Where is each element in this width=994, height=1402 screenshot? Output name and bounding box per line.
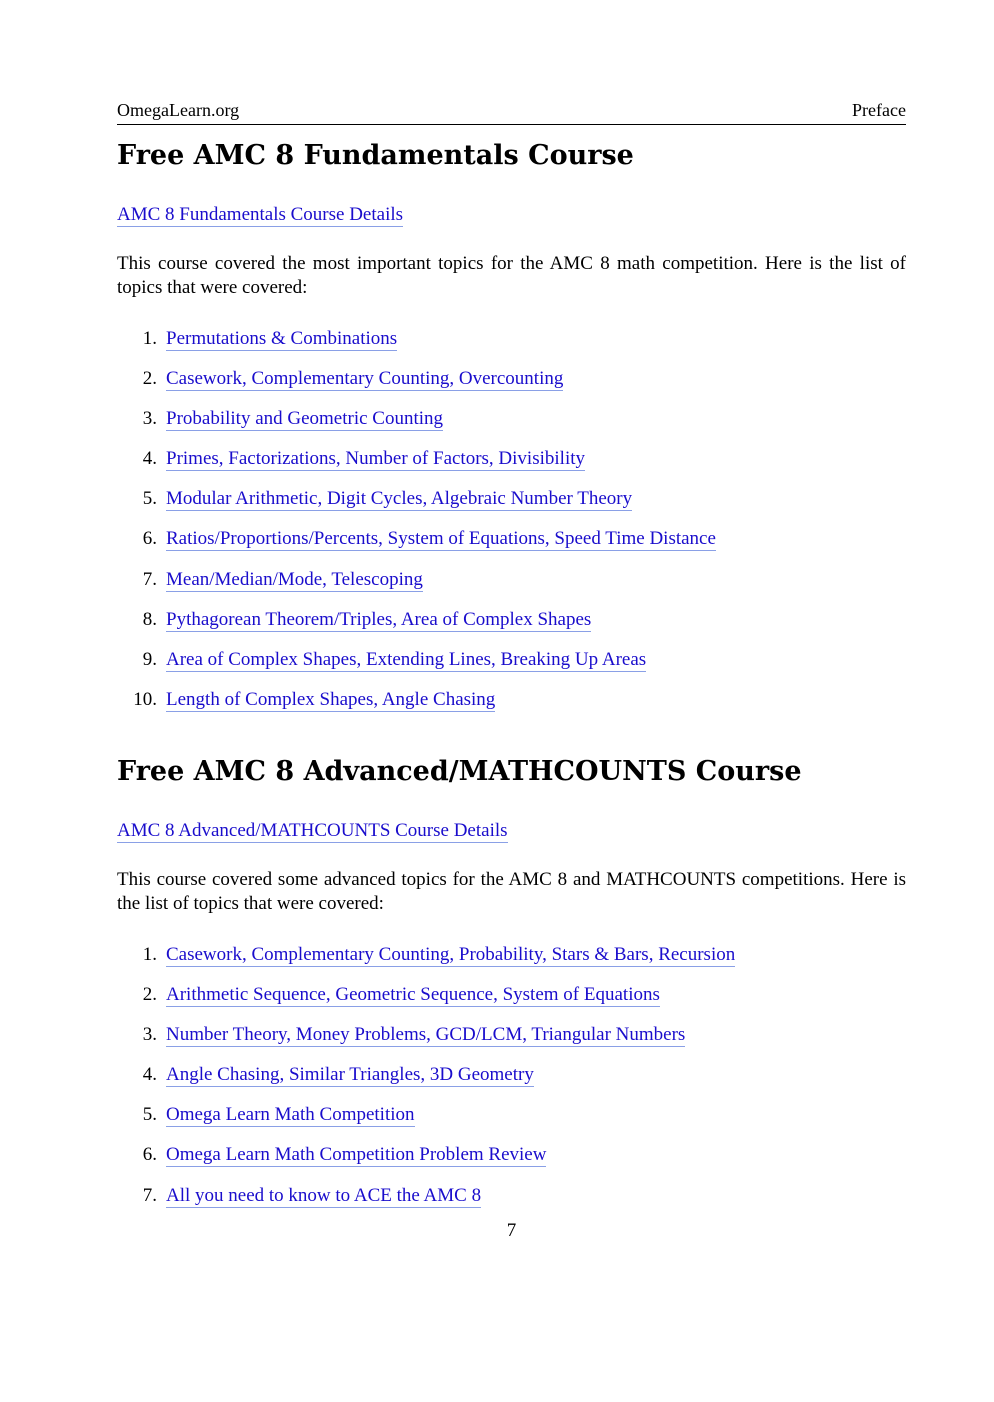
fundamentals-details-link-wrap xyxy=(117,203,403,227)
list-item-number: 6. xyxy=(142,528,157,550)
advanced-intro-paragraph: This course covered some advanced topics for the AMC 8 and MATHCOUNTS competitions. Here is the list of topics that were covered: xyxy=(117,869,906,914)
topic-link[interactable]: Number Theory, Money Problems, GCD/LCM, Triangular Numbers xyxy=(166,1024,686,1046)
list-item xyxy=(117,1184,906,1224)
topic-link[interactable]: Casework, Complementary Counting, Probability, Stars & Bars, Recursion xyxy=(166,944,736,965)
page-number: 7 xyxy=(506,1220,517,1241)
list-item-number: 3. xyxy=(142,408,157,430)
list-item-number: 10. xyxy=(133,688,157,710)
list-item-number: 7. xyxy=(142,1184,157,1206)
list-item xyxy=(117,327,906,367)
list-item-number: 4. xyxy=(142,1064,157,1086)
list-item-number: 5. xyxy=(142,488,157,510)
topic-link[interactable]: Omega Learn Math Competition xyxy=(166,1104,415,1126)
list-item xyxy=(117,447,906,487)
list-item xyxy=(117,487,906,527)
topic-link[interactable]: Permutations & Combinations xyxy=(166,328,398,349)
document-page xyxy=(117,0,906,1402)
list-item xyxy=(117,688,906,728)
topic-link[interactable]: Arithmetic Sequence, Geometric Sequence, System of Equations xyxy=(166,984,660,1006)
topic-link[interactable]: Modular Arithmetic, Digit Cycles, Algebraic Number Theory xyxy=(166,488,633,510)
fundamentals-course-details-link[interactable]: AMC 8 Fundamentals Course Details xyxy=(117,204,404,225)
advanced-topic-list xyxy=(117,943,906,1224)
topic-link[interactable]: Omega Learn Math Competition Problem Review xyxy=(166,1144,547,1166)
list-item xyxy=(117,407,906,447)
topic-link[interactable]: Probability and Geometric Counting xyxy=(166,408,444,430)
list-item xyxy=(117,1023,906,1063)
advanced-course-details-link[interactable]: AMC 8 Advanced/MATHCOUNTS Course Details xyxy=(117,820,508,841)
topic-link[interactable]: Pythagorean Theorem/Triples, Area of Complex Shapes xyxy=(166,608,592,630)
header-chapter-name: Preface xyxy=(852,100,906,120)
topic-link[interactable]: Primes, Factorizations, Number of Factors, Divisibility xyxy=(166,448,586,470)
list-item xyxy=(117,367,906,407)
list-item-number: 7. xyxy=(142,568,157,590)
list-item-number: 3. xyxy=(142,1024,157,1046)
list-item-number: 6. xyxy=(142,1144,157,1166)
list-item xyxy=(117,608,906,648)
topic-link[interactable]: Ratios/Proportions/Percents, System of Equations, Speed Time Distance xyxy=(166,528,716,550)
list-item xyxy=(117,983,906,1023)
list-item xyxy=(117,1063,906,1103)
topic-link[interactable]: Angle Chasing, Similar Triangles, 3D Geometry xyxy=(166,1064,534,1086)
section-title-advanced: Free AMC 8 Advanced/MATHCOUNTS Course xyxy=(117,756,802,787)
list-item xyxy=(117,1143,906,1183)
list-item xyxy=(117,568,906,608)
topic-link[interactable]: Mean/Median/Mode, Telescoping xyxy=(166,568,423,590)
list-item xyxy=(117,527,906,567)
fundamentals-intro-paragraph: This course covered the most important topics for the AMC 8 math competition. Here is the list of topics that were covered: xyxy=(117,253,906,298)
fundamentals-topic-list xyxy=(117,327,906,728)
section-title-fundamentals: Free AMC 8 Fundamentals Course xyxy=(117,140,634,171)
list-item-number: 9. xyxy=(142,648,157,670)
list-item-number: 5. xyxy=(142,1104,157,1126)
list-item xyxy=(117,648,906,688)
topic-link[interactable]: Length of Complex Shapes, Angle Chasing xyxy=(166,688,496,710)
list-item-number: 8. xyxy=(142,608,157,630)
running-header xyxy=(117,98,906,125)
header-site-name: OmegaLearn.org xyxy=(117,100,240,120)
list-item-number: 1. xyxy=(142,944,157,965)
list-item-number: 4. xyxy=(142,448,157,470)
topic-link[interactable]: All you need to know to ACE the AMC 8 xyxy=(166,1184,482,1206)
topic-link[interactable]: Area of Complex Shapes, Extending Lines, Breaking Up Areas xyxy=(166,648,647,670)
list-item xyxy=(117,943,906,983)
list-item-number: 1. xyxy=(142,328,157,349)
topic-link[interactable]: Casework, Complementary Counting, Overcounting xyxy=(166,368,564,390)
advanced-details-link-wrap xyxy=(117,819,508,843)
list-item xyxy=(117,1103,906,1143)
list-item-number: 2. xyxy=(142,368,157,390)
list-item-number: 2. xyxy=(142,984,157,1006)
